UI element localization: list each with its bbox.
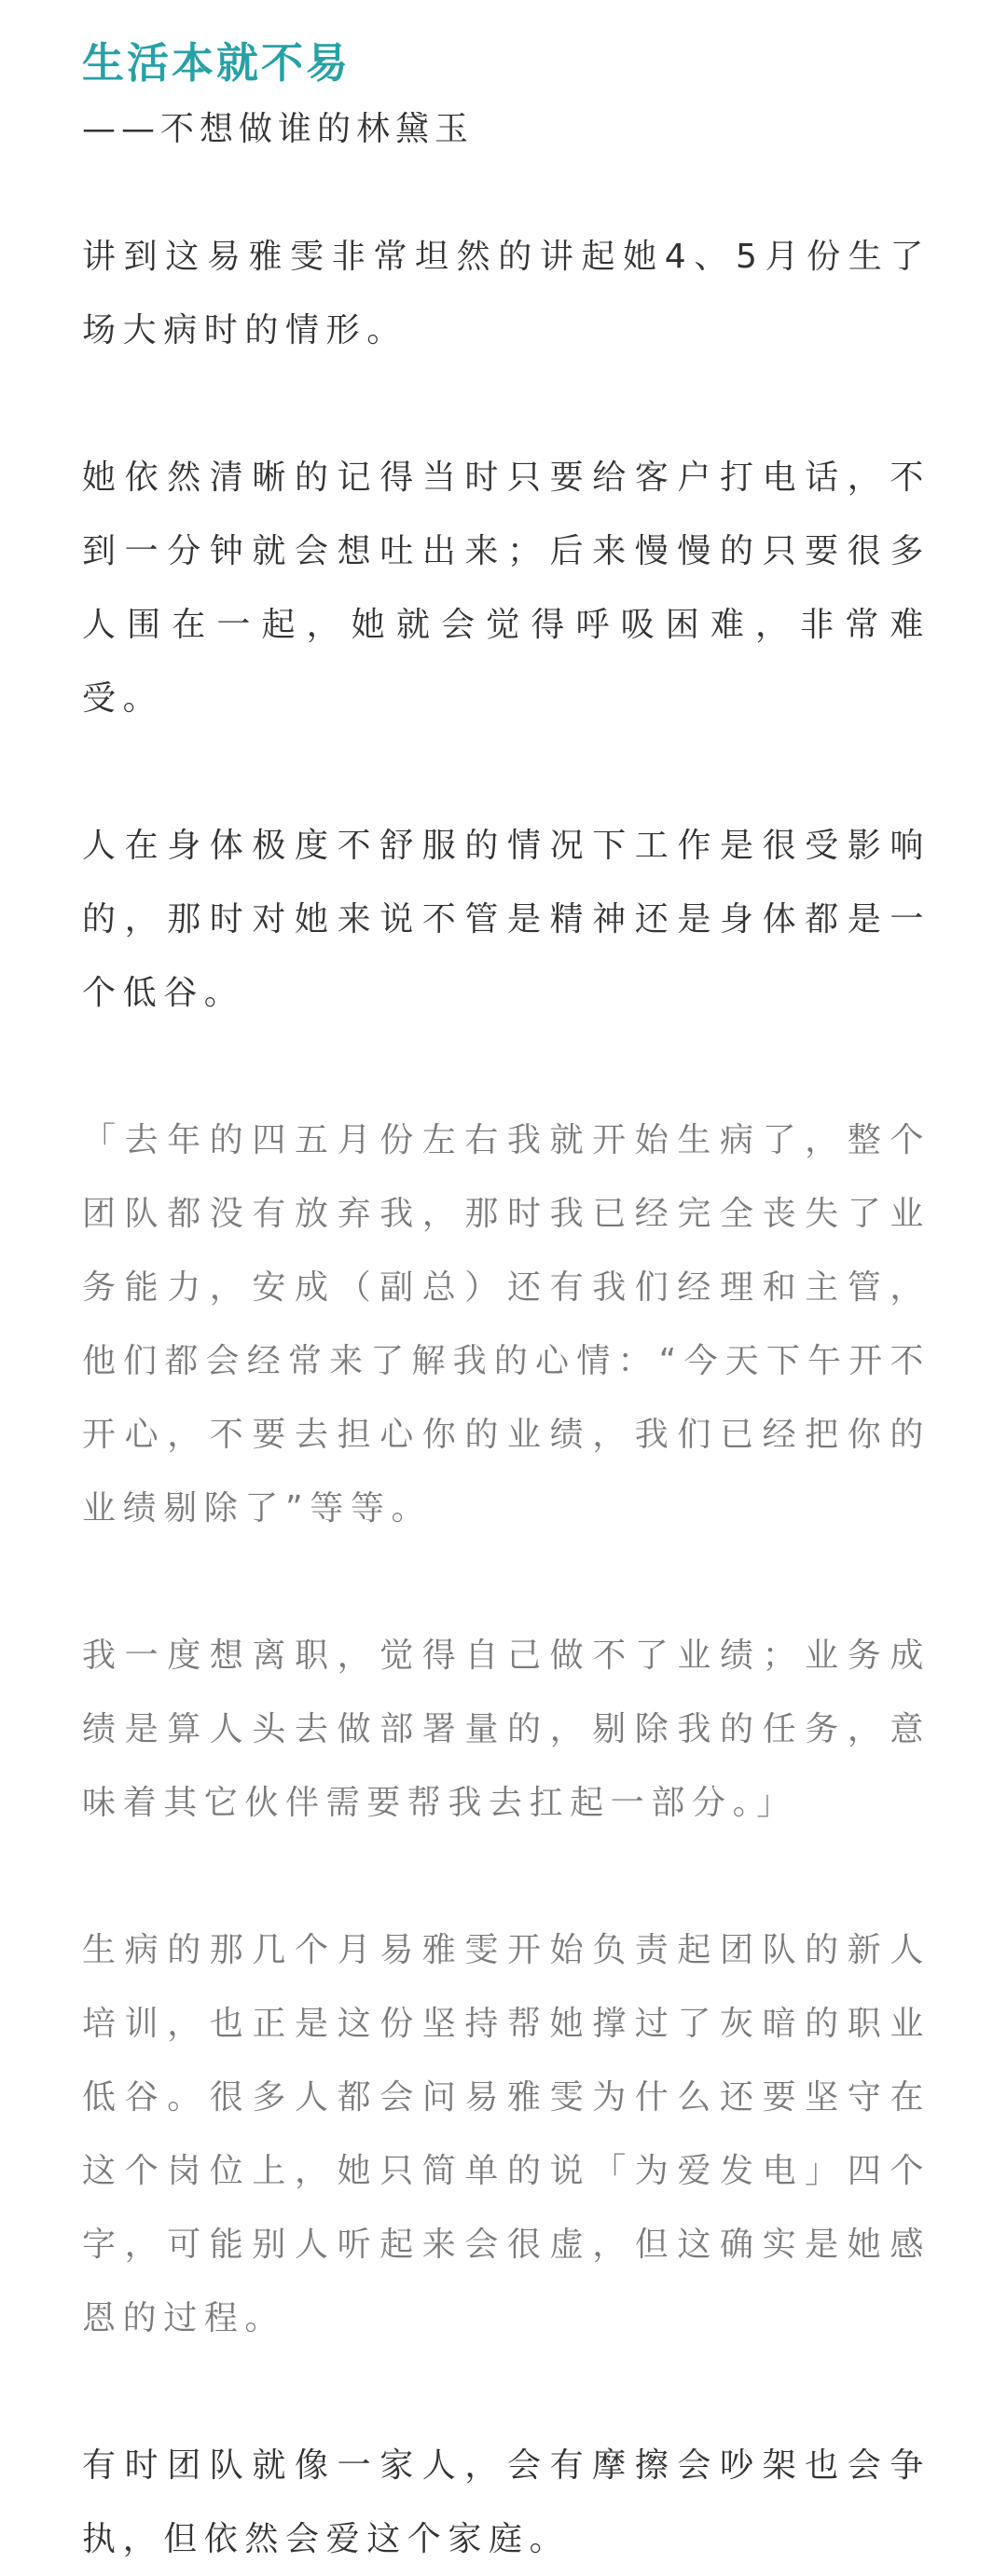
article-title: 生活本就不易 bbox=[82, 38, 352, 88]
paragraph-training-role: 生病的那几个月易雅雯开始负责起团队的新人培训，也正是这份坚持帮她撑过了灰暗的职业低谷。很多人都会问易雅雯为什么还要坚守在这个岗位上，她只简单的说「为爱发电」四个字，可能别人听起来会很虚，但这确实是她感恩的过程。 bbox=[82, 1931, 931, 2337]
quote-wanted-to-quit: 我一度想离职，觉得自己做不了业绩；业务成绩是算人头去做部署量的，剔除我的任务，意味着其它伙伴需要帮我去扛起一部分。」 bbox=[82, 1637, 931, 1822]
paragraph-team-family: 有时团队就像一家人，会有摩擦会吵架也会争执，但依然会爱这个家庭。 bbox=[82, 2446, 931, 2558]
paragraph-illness-intro: 讲到这易雅雯非常坦然的讲起她4、5月份生了场大病时的情形。 bbox=[82, 238, 931, 349]
article-subtitle: ——不想做谁的林黛玉 bbox=[82, 110, 475, 148]
quote-team-support: 「去年的四五月份左右我就开始生病了，整个团队都没有放弃我，那时我已经完全丧失了业务能力，安成（副总）还有我们经理和主管，他们都会经常来了解我的心情：“今天下午开不开心，不要去担心你的业绩，我们已经把你的业绩剔除了”等等。 bbox=[82, 1121, 931, 1528]
paragraph-low-point: 人在身体极度不舒服的情况下工作是很受影响的，那时对她来说不管是精神还是身体都是一个低谷。 bbox=[82, 827, 931, 1012]
paragraph-symptoms: 她依然清晰的记得当时只要给客户打电话，不到一分钟就会想吐出来；后来慢慢的只要很多人围在一起，她就会觉得呼吸困难，非常难受。 bbox=[82, 459, 931, 718]
article bbox=[82, 0, 931, 2576]
